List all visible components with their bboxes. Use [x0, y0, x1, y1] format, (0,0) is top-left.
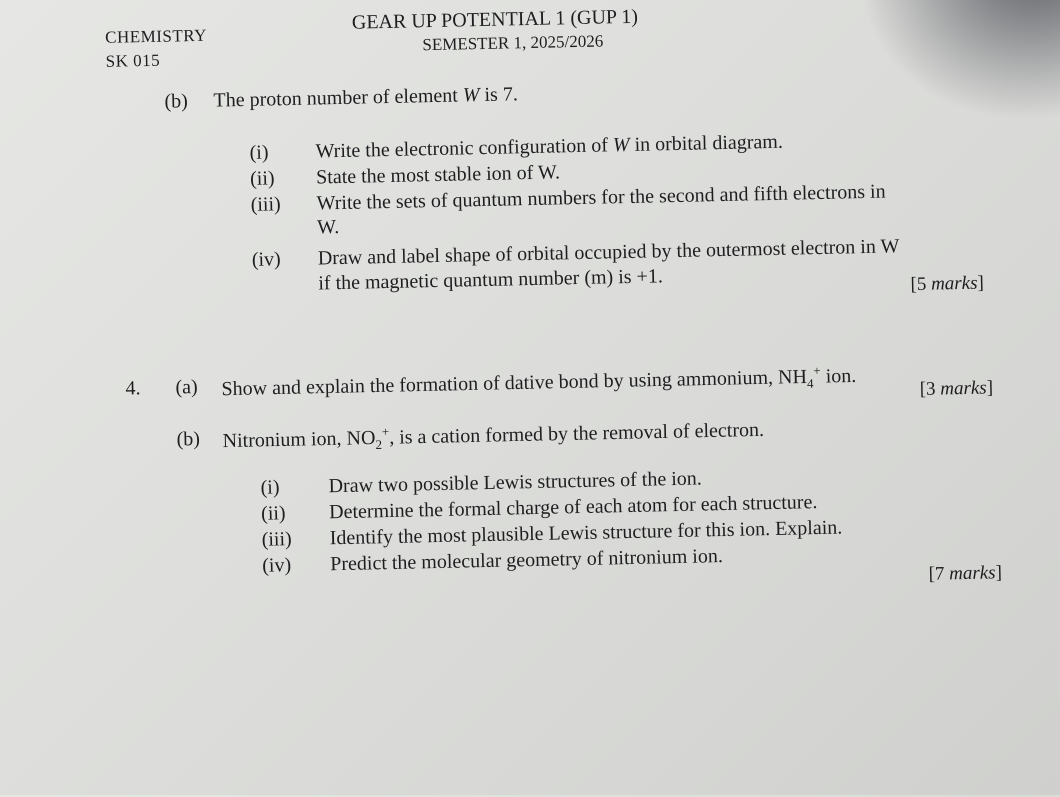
q4a-marks: [3 marks]: [919, 377, 994, 400]
q3b-item-ii-num: (ii): [249, 167, 275, 190]
q3b-item-iii-num: (iii): [250, 193, 281, 216]
q3b-item-i-text: Write the electronic configuration of W in orbital diagram.: [315, 130, 784, 163]
q4b-item-i-text: Draw two possible Lewis structures of the ion.: [328, 467, 703, 498]
subject-label: CHEMISTRY: [104, 25, 208, 47]
q4b-label: (b): [176, 427, 201, 451]
q3b-item-iv-text-cont: if the magnetic quantum number (m) is +1.: [318, 265, 664, 295]
q4b-item-iv-num: (iv): [262, 554, 292, 577]
q4b-stem: Nitronium ion, $NO_2^+$, is a cation formed by the removal of electron.: [222, 418, 765, 453]
q4b-item-iv-text: Predict the molecular geometry of nitronium ion.: [330, 545, 724, 576]
q4a-text: Show and explain the formation of dative bond by using ammonium, $NH_4^+$ ion.: [221, 362, 857, 401]
q4a-label: (a): [175, 376, 198, 399]
q3b-stem: The proton number of element W is 7.: [213, 83, 519, 112]
q3b-marks: [5 marks]: [910, 272, 985, 296]
q3b-item-iii-text: Write the sets of quantum numbers for the second and fifth electrons in: [316, 180, 886, 215]
paper-title: GEAR UP POTENTIAL 1 (GUP 1): [351, 5, 639, 34]
q4b-item-ii-num: (ii): [260, 502, 286, 525]
q3b-item-iv-num: (iv): [251, 248, 281, 271]
course-code: SK 015: [105, 50, 161, 71]
semester-label: SEMESTER 1, 2025/2026: [422, 31, 604, 55]
q3b-item-i-num: (i): [249, 141, 269, 164]
q4b-marks: [7 marks]: [928, 562, 1003, 585]
q4-number: 4.: [125, 377, 141, 400]
q3b-item-iv-text: Draw and label shape of orbital occupied by the outermost electron in W: [317, 235, 900, 270]
q4b-item-i-num: (i): [260, 476, 280, 499]
q4b-item-iii-num: (iii): [261, 528, 292, 551]
q4b-item-ii-text: Determine the formal charge of each atom for each structure.: [328, 491, 818, 524]
q4b-item-iii-text: Identify the most plausible Lewis structure for this ion. Explain.: [329, 516, 843, 550]
q3b-label: (b): [164, 90, 189, 113]
q3b-item-ii-text: State the most stable ion of W.: [315, 161, 561, 189]
q3b-item-iii-text-cont: W.: [316, 216, 340, 239]
